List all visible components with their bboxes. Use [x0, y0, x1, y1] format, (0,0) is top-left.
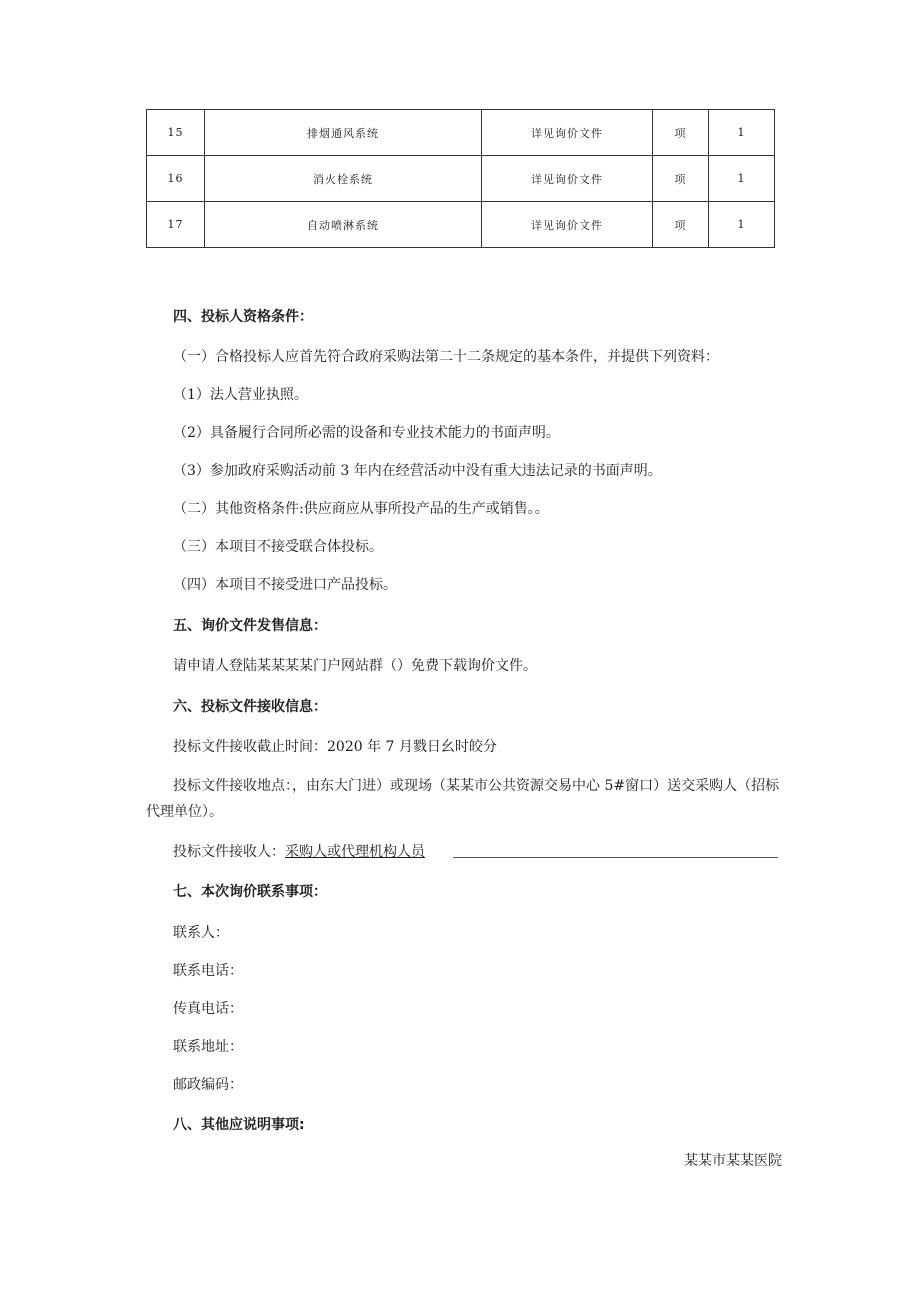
cell-unit: 项	[653, 202, 709, 248]
cell-spec: 详见询价文件	[482, 110, 653, 156]
section4-heading: 四、投标人资格条件：	[173, 309, 313, 325]
cell-qty: 1	[709, 110, 775, 156]
cell-spec: 详见询价文件	[482, 156, 653, 202]
cell-unit: 项	[653, 110, 709, 156]
fax-label: 传真电话：	[173, 1001, 243, 1017]
receiver-value: 采购人或代理机构人员	[285, 844, 425, 860]
cell-no: 17	[147, 202, 205, 248]
cell-name: 排烟通风系统	[205, 110, 482, 156]
table-row	[147, 110, 775, 156]
cell-name: 消火栓系统	[205, 156, 482, 202]
section8-heading: 八、其他应说明事项:	[173, 1117, 305, 1133]
section4-paragraph-4: （3）参加政府采购活动前 3 年内在经营活动中没有重大违法记录的书面声明。	[173, 463, 662, 479]
cell-spec: 详见询价文件	[482, 202, 653, 248]
contact-person-label: 联系人：	[173, 925, 229, 941]
section4-paragraph-3: （2）具备履行合同所必需的设备和专业技术能力的书面声明。	[173, 425, 560, 441]
section5-paragraph-1: 请申请人登陆某某某某门户网站群（）免费下载询价文件。	[173, 658, 537, 674]
cell-qty: 1	[709, 202, 775, 248]
table-row	[147, 156, 775, 202]
section5-heading: 五、询价文件发售信息：	[173, 618, 327, 634]
section4-paragraph-2: （1）法人营业执照。	[173, 387, 308, 403]
section6-location: 投标文件接收地点：，由东大门进）或现场（某某市公共资源交易中心 5#窗口）送交采购人（招标代理单位）。	[146, 778, 780, 820]
table-row	[147, 202, 775, 248]
section4-paragraph-5: （二）其他资格条件:供应商应从事所投产品的生产或销售。。	[173, 501, 549, 517]
section6-deadline: 投标文件接收截止时间：2020 年 7 月戮日幺时皎分	[173, 739, 497, 755]
postcode-label: 邮政编码：	[173, 1077, 243, 1093]
cell-name: 自动喷淋系统	[205, 202, 482, 248]
cell-no: 15	[147, 110, 205, 156]
section4-paragraph-1: （一）合格投标人应首先符合政府采购法第二十二条规定的基本条件，并提供下列资料：	[173, 349, 719, 365]
section6-heading: 六、投标文件接收信息：	[173, 699, 327, 715]
receiver-underline	[453, 857, 778, 858]
items-table	[146, 109, 775, 248]
section7-heading: 七、本次询价联系事项：	[173, 884, 327, 900]
section4-paragraph-7: （四）本项目不接受进口产品投标。	[173, 577, 397, 593]
cell-no: 16	[147, 156, 205, 202]
section6-receiver	[173, 842, 425, 862]
signature-organization: 某某市某某医院	[684, 1153, 782, 1169]
section4-paragraph-6: （三）本项目不接受联合体投标。	[173, 539, 383, 555]
address-label: 联系地址：	[173, 1039, 243, 1055]
cell-qty: 1	[709, 156, 775, 202]
receiver-label: 投标文件接收人：	[173, 844, 285, 860]
cell-unit: 项	[653, 156, 709, 202]
contact-phone-label: 联系电话：	[173, 963, 243, 979]
